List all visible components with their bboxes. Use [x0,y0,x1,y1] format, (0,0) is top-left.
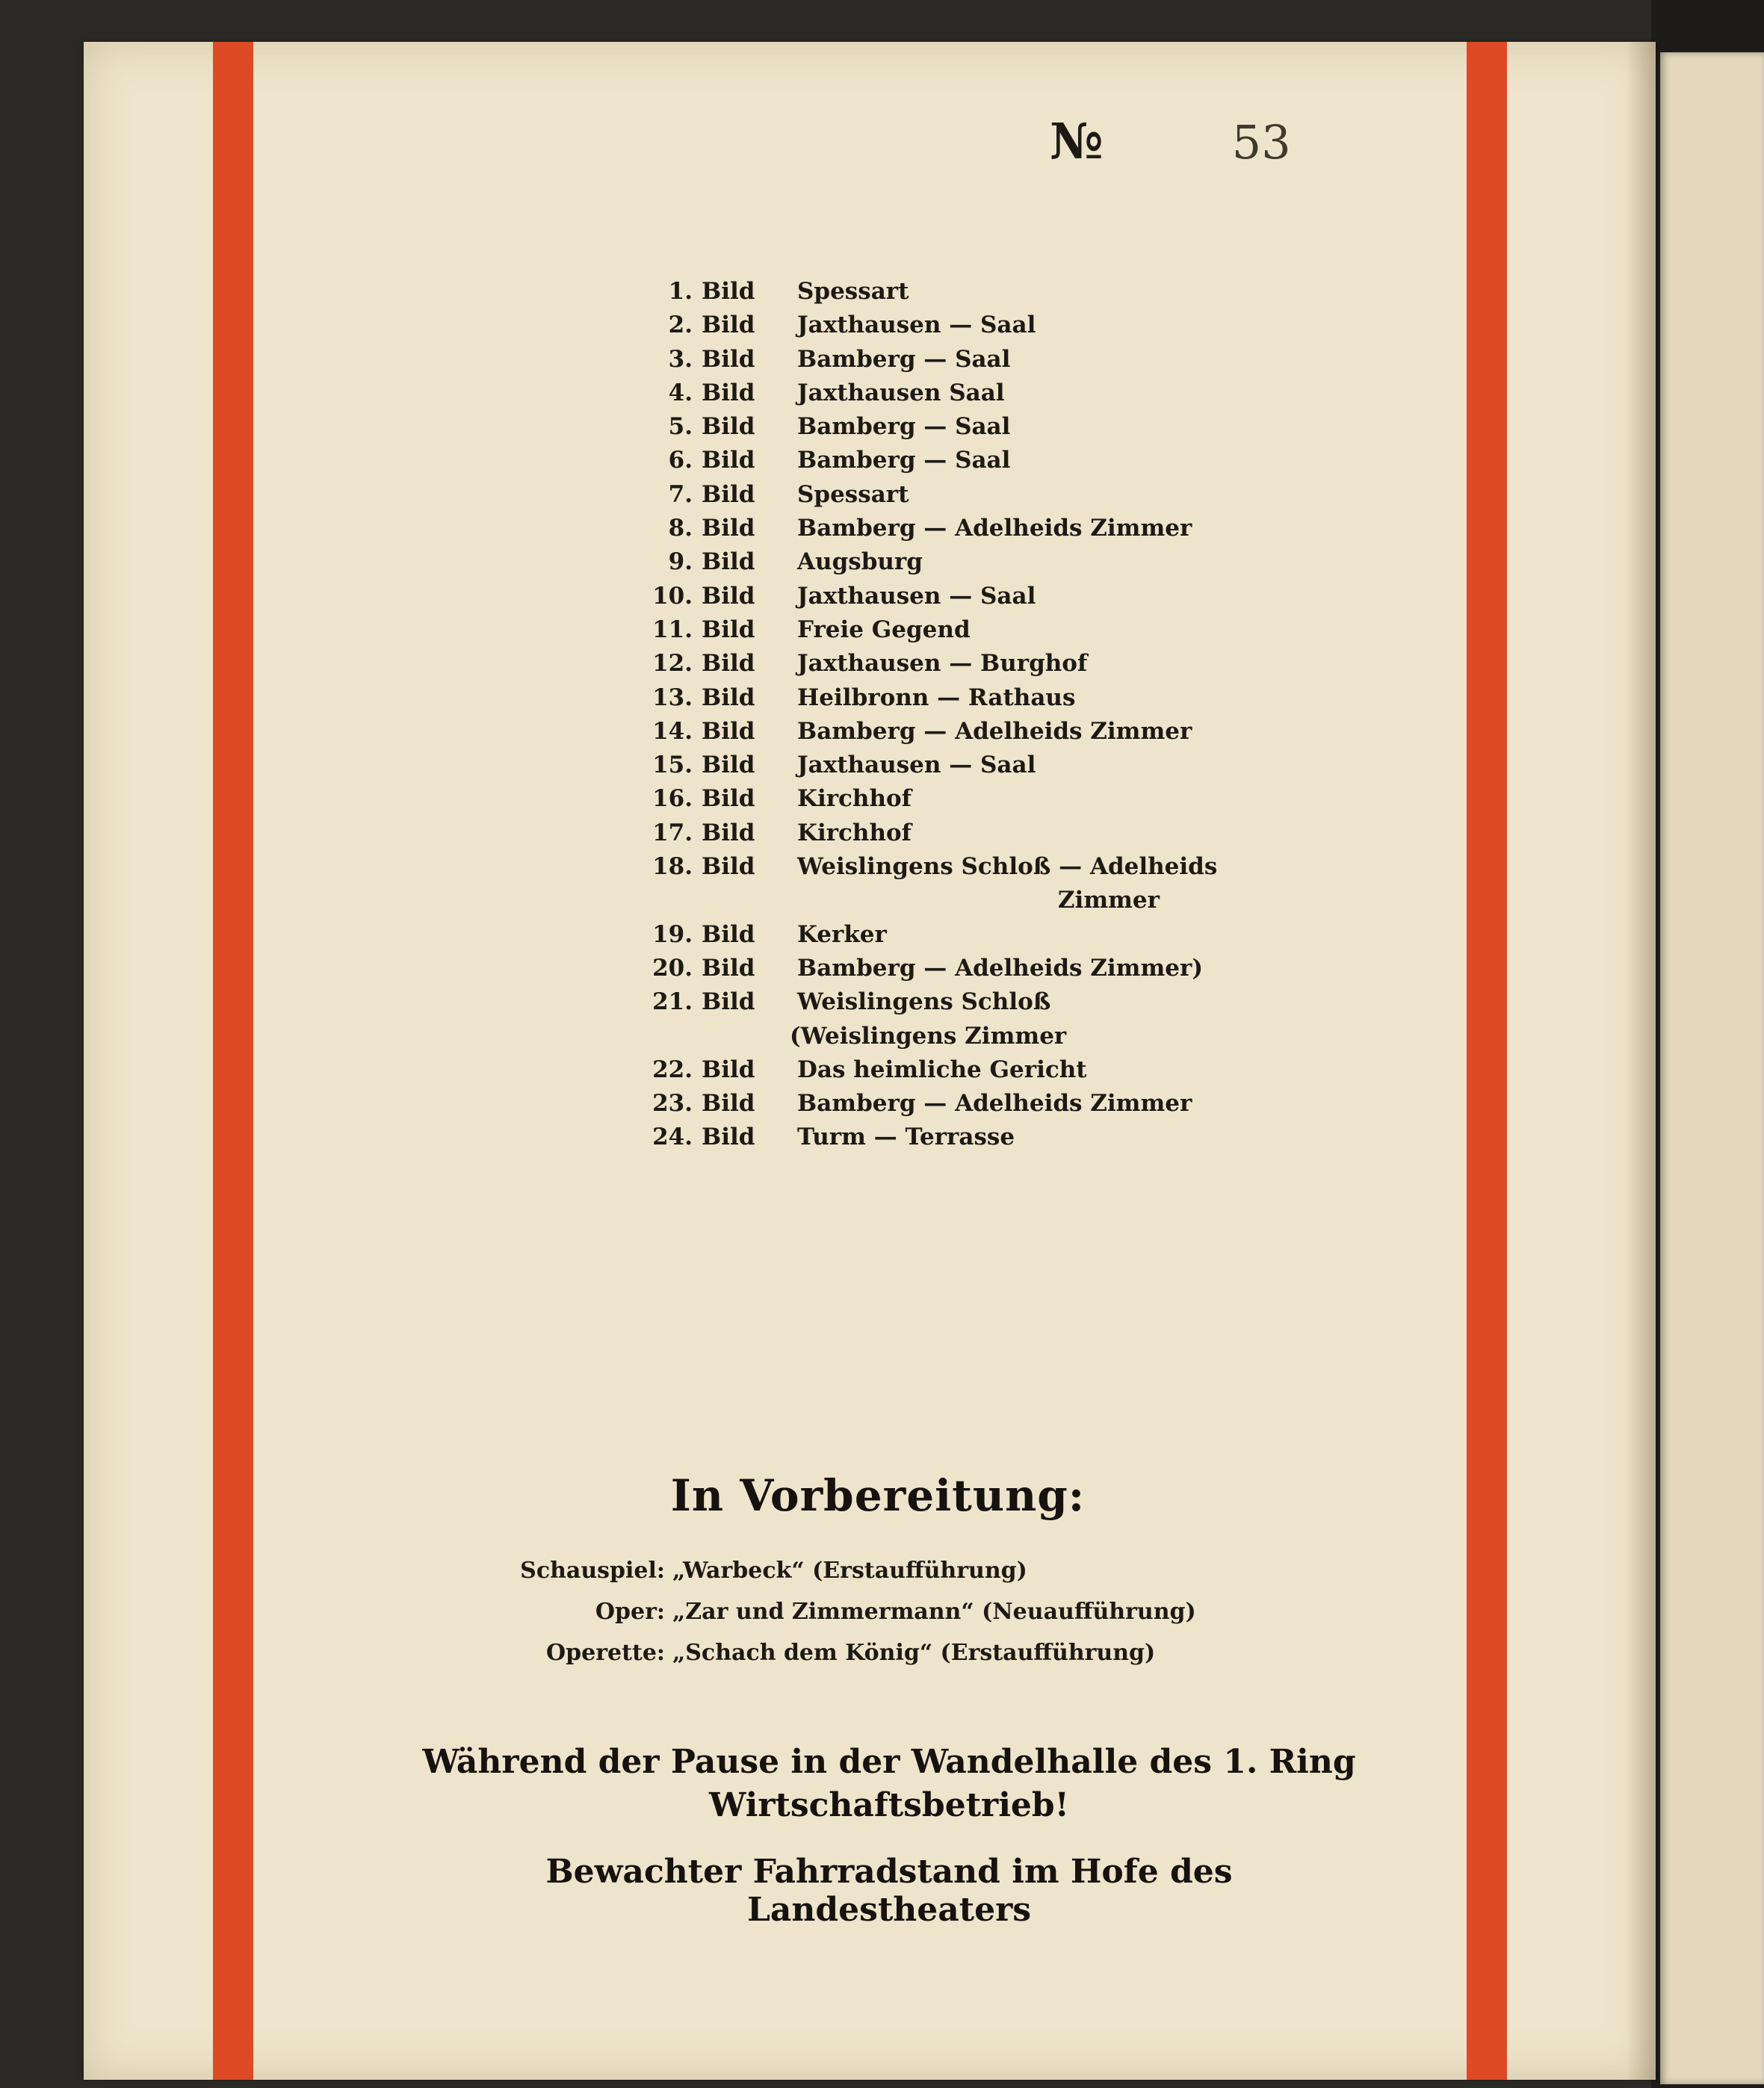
scene-number: 22. [652,1056,693,1083]
scene-location [784,545,1222,579]
scene-word: Bild [702,480,755,508]
scene-location-text: Bamberg — Adelheids Zimmer) [797,954,1203,982]
intermission-line-2: Wirtschaftsbetrieb! [708,1786,1069,1824]
scene-word: Bild [702,312,755,339]
scene-location-text: Bamberg — Saal [797,413,1011,441]
scene-location [784,749,1222,782]
scene-word: Bild [702,853,755,881]
scene-location [784,377,1222,410]
scene-number: 21. [652,988,693,1016]
scene-row [639,1121,1222,1154]
scene-row [639,952,1222,985]
scene-word: Bild [702,582,755,610]
scene-number: 7. [668,480,693,508]
scene-row [639,782,1222,816]
scene-row [639,1053,1222,1087]
scene-location-text: Jaxthausen — Saal [797,582,1036,610]
scene-number: 15. [652,752,693,779]
scene-row [639,918,1222,952]
scene-location-text: Spessart [797,480,909,508]
scene-row [639,343,1222,377]
scene-list [639,275,1222,1155]
scene-word: Bild [702,447,755,474]
preparation-genre: Schauspiel: [520,1558,665,1584]
scene-row [639,749,1222,782]
scene-location [784,681,1222,715]
scene-word: Bild [702,278,755,305]
scene-location [784,952,1222,985]
scene-location-text: Weislingens Schloß [797,988,1051,1016]
intermission-line-1: Während der Pause in der Wandelhalle des 1. Ring [422,1743,1356,1781]
scene-word: Bild [702,548,755,576]
scene-word: Bild [702,515,755,542]
scene-row [639,377,1222,410]
preparation-heading: In Vorbereitung: [670,1470,1086,1521]
scene-location-text: Augsburg [797,548,923,576]
scene-number: 2. [668,312,693,339]
scene-number: 12. [652,650,693,678]
page-number [1050,112,1334,172]
scene-location [784,275,1222,309]
scene-row [639,545,1222,579]
scene-number: 10. [652,582,693,610]
scene-location-text: Kirchhof [797,819,912,846]
scene-location-text: Bamberg — Saal [797,345,1011,373]
scene-number: 18. [652,853,693,881]
scene-row [639,985,1222,1053]
scene-row [639,681,1222,715]
scene-word: Bild [702,1056,755,1083]
scene-location [784,1087,1222,1121]
bicycle-notice: Bewachter Fahrradstand im Hofe des Landestheaters [545,1853,1233,1929]
scene-location [784,309,1222,342]
adjacent-page-edge [1660,52,1764,2084]
scene-location [784,512,1222,545]
scene-location [784,647,1222,681]
scene-location [784,985,1222,1053]
scene-location-text: Jaxthausen — Saal [797,312,1036,339]
scene-number: 8. [668,515,693,542]
intermission-notice [418,1741,1360,1827]
scene-word: Bild [702,785,755,813]
scene-word: Bild [702,413,755,441]
scene-row [639,512,1222,545]
preparation-list [418,1550,1240,1673]
scene-word: Bild [702,616,755,643]
scene-word: Bild [702,717,755,745]
scene-word: Bild [702,819,755,846]
scene-word: Bild [702,379,755,406]
scene-location-text: Bamberg — Adelheids Zimmer [797,717,1192,745]
page-number-value: 53 [1231,115,1291,170]
scene-number: 23. [652,1090,693,1118]
scene-location [784,1053,1222,1087]
scene-word: Bild [702,752,755,779]
scene-location-text: Heilbronn — Rathaus [797,684,1076,711]
scene-row [639,444,1222,477]
scene-word: Bild [702,1124,755,1151]
scene-word: Bild [702,920,755,948]
scene-location-text: Bamberg — Saal [797,447,1011,474]
scene-location [784,850,1222,918]
scene-location [784,918,1222,952]
preparation-item [418,1550,1240,1591]
scene-row [639,613,1222,647]
scene-location-text: Bamberg — Adelheids Zimmer [797,515,1192,542]
preparation-title: „Schach dem König“ (Erstaufführung) [672,1640,1156,1666]
scene-row [639,309,1222,342]
scene-location [784,1121,1222,1154]
scene-location-text: Jaxthausen — Saal [797,752,1036,779]
scene-number: 13. [652,684,693,711]
number-symbol: № [1050,112,1105,170]
scene-location-continuation: Zimmer [1057,887,1160,914]
scene-number: 17. [652,819,693,846]
scene-number: 4. [668,379,693,406]
scene-location-text: Bamberg — Adelheids Zimmer [797,1090,1192,1118]
scene-location-text: Freie Gegend [797,616,971,643]
scene-row [639,275,1222,309]
scene-location-text: Jaxthausen Saal [797,379,1005,406]
scene-location [784,715,1222,749]
scene-location [784,410,1222,444]
scene-location-text: Kerker [797,920,887,948]
scene-word: Bild [702,345,755,373]
scene-word: Bild [702,1090,755,1118]
scene-location [784,817,1222,850]
scene-number: 11. [652,616,693,643]
scene-location-text: Jaxthausen — Burghof [797,650,1088,678]
scene-number: 3. [668,345,693,373]
scene-number: 16. [652,785,693,813]
preparation-title: „Zar und Zimmermann“ (Neuaufführung) [672,1599,1196,1625]
scene-number: 19. [652,920,693,948]
right-red-stripe [1467,42,1507,2080]
preparation-item [418,1632,1240,1673]
scene-row [639,850,1222,918]
scene-location [784,478,1222,512]
scene-row [639,478,1222,512]
preparation-title: „Warbeck“ (Erstaufführung) [672,1558,1027,1584]
scene-number: 14. [652,717,693,745]
scene-location-text: Weislingens Schloß — Adelheids [797,853,1218,881]
scene-row [639,580,1222,613]
scene-location-text: Das heimliche Gericht [797,1056,1087,1083]
left-red-stripe [213,42,253,2080]
scene-location-text: Turm — Terrasse [797,1124,1015,1151]
scene-row [639,715,1222,749]
scene-location-text: Kirchhof [797,785,912,813]
scene-word: Bild [702,988,755,1016]
scene-number: 9. [668,548,693,576]
preparation-genre: Operette: [546,1640,665,1666]
scene-row [639,410,1222,444]
scene-location-continuation: (Weislingens Zimmer [790,1022,1067,1050]
preparation-item [418,1591,1240,1632]
scene-word: Bild [702,954,755,982]
preparation-genre: Oper: [595,1599,665,1625]
scene-location [784,343,1222,377]
scene-word: Bild [702,684,755,711]
scene-location [784,580,1222,613]
scene-location [784,613,1222,647]
scene-number: 5. [668,413,693,441]
scene-row [639,1087,1222,1121]
scene-number: 1. [668,278,693,305]
scene-row [639,647,1222,681]
scene-number: 6. [668,447,693,474]
scene-number: 24. [652,1124,693,1151]
scene-number: 20. [652,954,693,982]
scene-row [639,817,1222,850]
scene-location [784,444,1222,477]
scene-location [784,782,1222,816]
scene-location-text: Spessart [797,278,909,305]
scene-word: Bild [702,650,755,678]
